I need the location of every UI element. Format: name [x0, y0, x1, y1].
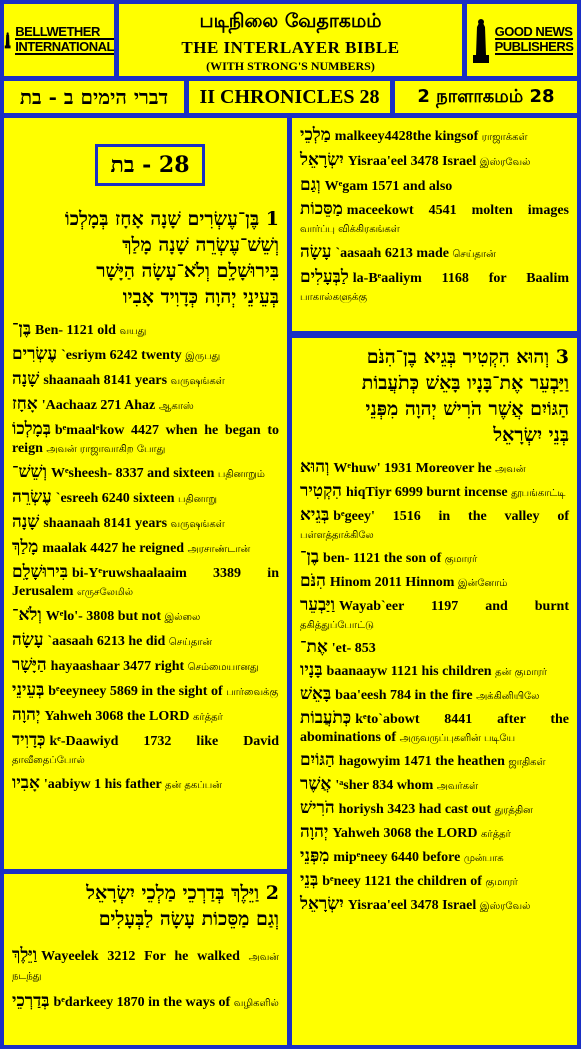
word-entry: [4, 370, 287, 391]
tamil-gloss: பார்வைக்கு: [226, 687, 279, 698]
transliteration-gloss: bᵉmaalᵉkow 4427 when he began to reign: [12, 423, 279, 456]
word-entry: [292, 775, 577, 796]
column-right-top: [292, 118, 577, 331]
transliteration-gloss: shaanaah 8141 years: [43, 516, 168, 531]
word-entry: [292, 243, 577, 264]
hebrew-word: הִקְטִיר: [300, 481, 342, 501]
tamil-gloss: ராஜாக்கள்: [481, 132, 528, 143]
word-entry: [292, 823, 577, 844]
hebrew-word: בְּנֵי: [300, 870, 319, 890]
hebrew-word: שָׁנָה: [12, 512, 40, 532]
hebrew-word: יְהוָה: [300, 822, 329, 842]
word-entry: [4, 656, 287, 677]
hebrew-word: הַיָּשָׁר: [12, 655, 47, 675]
hebrew-word: בָּנָיו: [300, 660, 323, 680]
word-entry: [292, 548, 577, 569]
tamil-gloss: துரத்தின: [494, 805, 533, 816]
word-entry: [4, 731, 287, 770]
tamil-gloss: இஸ்ரவேல்: [479, 901, 531, 912]
hebrew-word: וְשֵׁשׁ־: [12, 462, 47, 482]
hebrew-word: כְּדָוִיד: [12, 730, 46, 750]
transliteration-gloss: baanaayw 1121 his children: [326, 664, 492, 679]
tamil-gloss: தன் குமாரர்: [495, 667, 547, 678]
hebrew-word: יִשְׂרָאֵל: [300, 894, 344, 914]
tamil-gloss: தூபங்காட்டி: [511, 488, 566, 499]
tamil-gloss: முன்பாக: [463, 853, 504, 864]
word-entry: [292, 126, 577, 147]
column-left-top: [4, 118, 287, 869]
transliteration-gloss: kᵉto`abowt 8441 after the abominations of: [300, 712, 569, 745]
word-entry: [292, 482, 577, 503]
transliteration-gloss: hiqTiyr 6999 burnt incense: [345, 485, 508, 500]
tamil-gloss: வருஷங்கள்: [170, 519, 225, 530]
tamil-gloss: அரசாண்டான்: [187, 544, 251, 555]
transliteration-gloss: 'ᵃsher 834 whom: [335, 778, 434, 793]
tamil-gloss: செய்தான்: [168, 637, 213, 648]
tamil-gloss: ஜாதிகள்: [508, 757, 546, 768]
transliteration-gloss: Wᵉhuw' 1931 Moreover he: [333, 461, 492, 476]
tamil-gloss: இருபது: [185, 351, 221, 362]
word-entry: [4, 606, 287, 627]
hebrew-word: וַיֵּלֶךְ: [12, 945, 38, 965]
logo-left-line1: BELLWETHER: [15, 25, 114, 40]
word-entry: [292, 268, 577, 307]
transliteration-gloss: Hinom 2011 Hinnom: [329, 575, 455, 590]
word-entry: [292, 661, 577, 682]
word-entry: [292, 871, 577, 892]
word-list: [292, 126, 577, 307]
tamil-gloss: பாகால்களுக்கு: [300, 292, 368, 303]
transliteration-gloss: maceekowt 4541 molten images: [346, 203, 569, 218]
word-entry: [292, 176, 577, 196]
tamil-gloss: செம்மையானது: [187, 662, 259, 673]
hebrew-word: וְהוּא: [300, 457, 330, 477]
tamil-gloss: பள்ளத்தாக்கிலே: [300, 530, 374, 541]
word-entry: [292, 751, 577, 772]
tamil-gloss: தாவீதைப்போல்: [12, 755, 85, 766]
verse-line: וַיַּבְעֵר אֶת־בָּנָיו בָּאֵשׁ כְּתֹעֲבוֹת: [361, 372, 569, 394]
transliteration-gloss: `aasaah 6213 made: [335, 246, 449, 261]
transliteration-gloss: 'Aachaaz 271 Ahaz: [41, 398, 156, 413]
hebrew-word: הִנֹּם: [300, 571, 326, 591]
word-entry: [4, 345, 287, 366]
word-entry: [4, 774, 287, 795]
word-entry: [292, 799, 577, 820]
title-block: [119, 4, 462, 76]
word-entry: [292, 847, 577, 868]
word-list: [4, 320, 287, 799]
tamil-gloss: அவன்: [495, 464, 526, 475]
hebrew-word: אֶת־: [300, 637, 328, 657]
statue-icon: [471, 17, 491, 63]
hebrew-word: בְּגֵיא: [300, 505, 330, 525]
tamil-gloss: ஆகாஸ்: [158, 401, 194, 412]
hebrew-word: בִּירוּשָׁלִָם: [12, 562, 68, 582]
tamil-gloss: அவன் ராஜாவாகிற போது: [46, 444, 166, 455]
chapter-box: 28 - בת: [95, 144, 205, 186]
transliteration-gloss: horiysh 3423 had cast out: [338, 802, 492, 817]
hebrew-word: כְּתֹעֲבוֹת: [300, 708, 352, 728]
transliteration-gloss: Wayeelek 3212 For he walked: [41, 949, 240, 964]
verse-line: וְגַם מַסֵּכוֹת עָשָׂה לַבְּעָלִים: [98, 908, 279, 930]
word-entry: [292, 151, 577, 172]
book-title-english: II CHRONICLES 28: [189, 81, 390, 113]
word-entry: [4, 488, 287, 509]
tamil-gloss: வருஷங்கள்: [170, 376, 225, 387]
hebrew-word: שָׁנָה: [12, 369, 40, 389]
tamil-gloss: வார்ப்பு விக்கிரகங்கள்: [300, 224, 400, 235]
transliteration-gloss: bᵉeeyneey 5869 in the sight of: [48, 684, 223, 699]
word-entry: [292, 685, 577, 706]
tamil-gloss: வயது: [119, 326, 147, 337]
transliteration-gloss: kᵉ-Daawiyd 1732 like David: [49, 734, 279, 749]
tamil-gloss: வழிகளில்: [233, 998, 279, 1009]
hebrew-word: הֹרִישׁ: [300, 798, 335, 818]
transliteration-gloss: Yahweh 3068 the LORD: [332, 826, 478, 841]
transliteration-gloss: bᵉdarkeey 1870 in the ways of: [53, 995, 231, 1010]
transliteration-gloss: bi-Yᵉruwshaalaaim 3389 in Jerusalem: [12, 566, 279, 599]
transliteration-gloss: Yisraa'eel 3478 Israel: [347, 154, 477, 169]
transliteration-gloss: Wᵉgam 1571 and also: [324, 179, 453, 194]
hebrew-word: עֶשְׂרֵה: [12, 487, 52, 507]
word-entry: [4, 946, 287, 986]
transliteration-gloss: malkeey4428the kingsof: [334, 129, 479, 144]
hebrew-word: בֶן־: [300, 547, 320, 567]
tamil-gloss: அக்கினியிலே: [476, 691, 540, 702]
word-entry: [4, 992, 287, 1013]
word-entry: [292, 200, 577, 239]
word-entry: [4, 631, 287, 652]
tamil-gloss: இன்னோம்: [457, 578, 508, 589]
transliteration-gloss: `esriym 6242 twenty: [61, 348, 182, 363]
tamil-gloss: குமாரர்: [485, 877, 518, 888]
hebrew-word: הַגּוֹיִם: [300, 750, 335, 770]
hebrew-word: בְּמָלְכוֹ: [12, 419, 51, 439]
transliteration-gloss: bᵉgeey' 1516 in the valley of: [333, 509, 569, 524]
verse-line: 2 וַיֵּלֶךְ בְּדַרְכֵי מַלְכֵי יִשְׂרָאֵל: [86, 882, 279, 904]
logo-right-line1: GOOD NEWS: [494, 24, 573, 39]
verse-1-hebrew: [4, 206, 287, 310]
verse-line: הַגּוֹיִם אֲשֶׁר הֹרִישׁ יְהוָה מִפְּנֵי: [365, 398, 569, 420]
tamil-gloss: தன் தகப்பன்: [165, 780, 222, 791]
tamil-gloss: செய்தான்: [452, 249, 496, 260]
verse-line: בְּעֵינֵי יְהוָה כְּדָוִיד אָבִיו: [122, 286, 279, 308]
verse-3-hebrew: [292, 344, 577, 448]
tamil-gloss: பதினாறு: [178, 494, 217, 505]
transliteration-gloss: `esreeh 6240 sixteen: [55, 491, 175, 506]
transliteration-gloss: Wᵉsheesh- 8337 and sixteen: [50, 466, 215, 481]
logo-left-line2: INTERNATIONAL: [15, 39, 114, 54]
word-entry: [4, 420, 287, 459]
word-entry: [292, 638, 577, 658]
transliteration-gloss: la-Bᵉaaliym 1168 for Baalim: [352, 271, 569, 286]
hebrew-word: בְּדַרְכֵי: [12, 991, 50, 1011]
tamil-gloss: தகித்துப்போட்டு: [300, 620, 374, 631]
tamil-gloss: எருசலேமில்: [76, 587, 134, 598]
transliteration-gloss: maalak 4427 he reigned: [42, 541, 185, 556]
transliteration-gloss: baa'eesh 784 in the fire: [335, 688, 473, 703]
hebrew-word: עָשָׂה: [12, 630, 44, 650]
hebrew-word: עֶשְׂרִים: [12, 344, 58, 364]
hebrew-word: מָלַךְ: [12, 537, 39, 557]
word-entry: [292, 709, 577, 748]
tamil-gloss: பதினாறும்: [217, 469, 265, 480]
hebrew-word: וְלֹא־: [12, 605, 42, 625]
tamil-gloss: குமாரர்: [444, 554, 478, 565]
transliteration-gloss: hagowyim 1471 the heathen: [338, 754, 505, 769]
column-right-bottom: [292, 338, 577, 1045]
verse-line: בְּנֵי יִשְׂרָאֵל: [493, 424, 569, 446]
hebrew-word: וְגַם: [300, 175, 321, 195]
bellwether-logo: [4, 4, 114, 76]
verse-line: וְשֵׁשׁ־עֶשְׂרֵה שָׁנָה מָלַךְ: [122, 234, 279, 256]
page-subtitle: (WITH STRONG'S NUMBERS): [206, 59, 375, 73]
statue-icon: [4, 17, 11, 63]
hebrew-word: יְהוָה: [12, 705, 41, 725]
word-entry: [4, 563, 287, 602]
tamil-gloss: அருவருப்புகளின் படியே: [399, 733, 516, 744]
word-entry: [4, 395, 287, 416]
word-entry: [4, 706, 287, 727]
transliteration-gloss: 'aabiyw 1 his father: [43, 777, 162, 792]
tamil-gloss: கர்த்தர்: [192, 712, 223, 723]
transliteration-gloss: Ben- 1121 old: [35, 323, 116, 338]
tamil-gloss: இல்லை: [164, 612, 201, 623]
word-entry: [292, 506, 577, 545]
column-left-bottom: [4, 874, 287, 1045]
hebrew-word: יִשְׂרָאֵל: [300, 150, 344, 170]
logo-right-line2: PUBLISHERS: [494, 39, 574, 54]
word-entry: [4, 681, 287, 702]
hebrew-word: מַלְכֵי: [300, 125, 331, 145]
tamil-gloss: இஸ்ரவேல்: [479, 157, 531, 168]
tamil-gloss: அவர்கள்: [436, 781, 479, 792]
hebrew-word: בֶּן־: [12, 319, 32, 339]
hebrew-word: לַבְּעָלִים: [300, 267, 349, 287]
hebrew-word: אָבִיו: [12, 773, 40, 793]
transliteration-gloss: shaanaah 8141 years: [43, 373, 168, 388]
word-list: [4, 946, 287, 1013]
verse-line: 3 וְהוּא הִקְטִיר בְּגֵיא בֶן־הִנֹּם: [366, 346, 569, 368]
transliteration-gloss: Wᵉlo'- 3808 but not: [45, 609, 161, 624]
transliteration-gloss: mipᵉneey 6440 before: [333, 850, 461, 865]
transliteration-gloss: Yisraa'eel 3478 Israel: [347, 898, 477, 913]
word-entry: [292, 458, 577, 479]
verse-2-hebrew: [4, 880, 287, 932]
book-title-hebrew: דברי הימים ב - בת: [4, 81, 184, 113]
transliteration-gloss: ben- 1121 the son of: [323, 551, 442, 566]
transliteration-gloss: `aasaah 6213 he did: [47, 634, 166, 649]
word-list: [292, 458, 577, 916]
transliteration-gloss: Wayab`eer 1197 and burnt: [338, 599, 569, 614]
verse-line: 1 בֶּן־עֶשְׂרִים שָׁנָה אָחָז בְּמָלְכוֹ: [64, 208, 279, 230]
word-entry: [4, 463, 287, 484]
transliteration-gloss: bᵉneey 1121 the children of: [322, 874, 482, 889]
title-tamil: படிநிலை வேதாகமம்: [199, 10, 382, 32]
hebrew-word: מִפְּנֵי: [300, 846, 330, 866]
hebrew-word: אֲשֶׁר: [300, 774, 332, 794]
hebrew-word: וַיַּבְעֵר: [300, 595, 335, 615]
transliteration-gloss: 'et- 853: [331, 641, 376, 656]
word-entry: [292, 895, 577, 916]
book-title-tamil: 2 நாளாகமம் 28: [395, 81, 577, 113]
transliteration-gloss: Yahweh 3068 the LORD: [44, 709, 190, 724]
hebrew-word: עָשָׂה: [300, 242, 332, 262]
verse-line: בִּירוּשָׁלִָם וְלֹא־עָשָׂה הַיָּשָׁר: [96, 260, 279, 282]
word-entry: [4, 320, 287, 341]
transliteration-gloss: hayaashaar 3477 right: [50, 659, 185, 674]
tamil-gloss: கர்த்தர்: [480, 829, 511, 840]
hebrew-word: מַסֵּכוֹת: [300, 199, 343, 219]
hebrew-word: בָּאֵשׁ: [300, 684, 332, 704]
word-entry: [4, 538, 287, 559]
tamil-gloss: அவன் நடந்து: [12, 952, 280, 982]
good-news-logo: [467, 4, 577, 76]
word-entry: [4, 513, 287, 534]
hebrew-word: בְּעֵינֵי: [12, 680, 45, 700]
hebrew-word: אָחָז: [12, 394, 38, 414]
word-entry: [292, 596, 577, 635]
page-title: THE INTERLAYER BIBLE: [181, 38, 400, 57]
word-entry: [292, 572, 577, 593]
